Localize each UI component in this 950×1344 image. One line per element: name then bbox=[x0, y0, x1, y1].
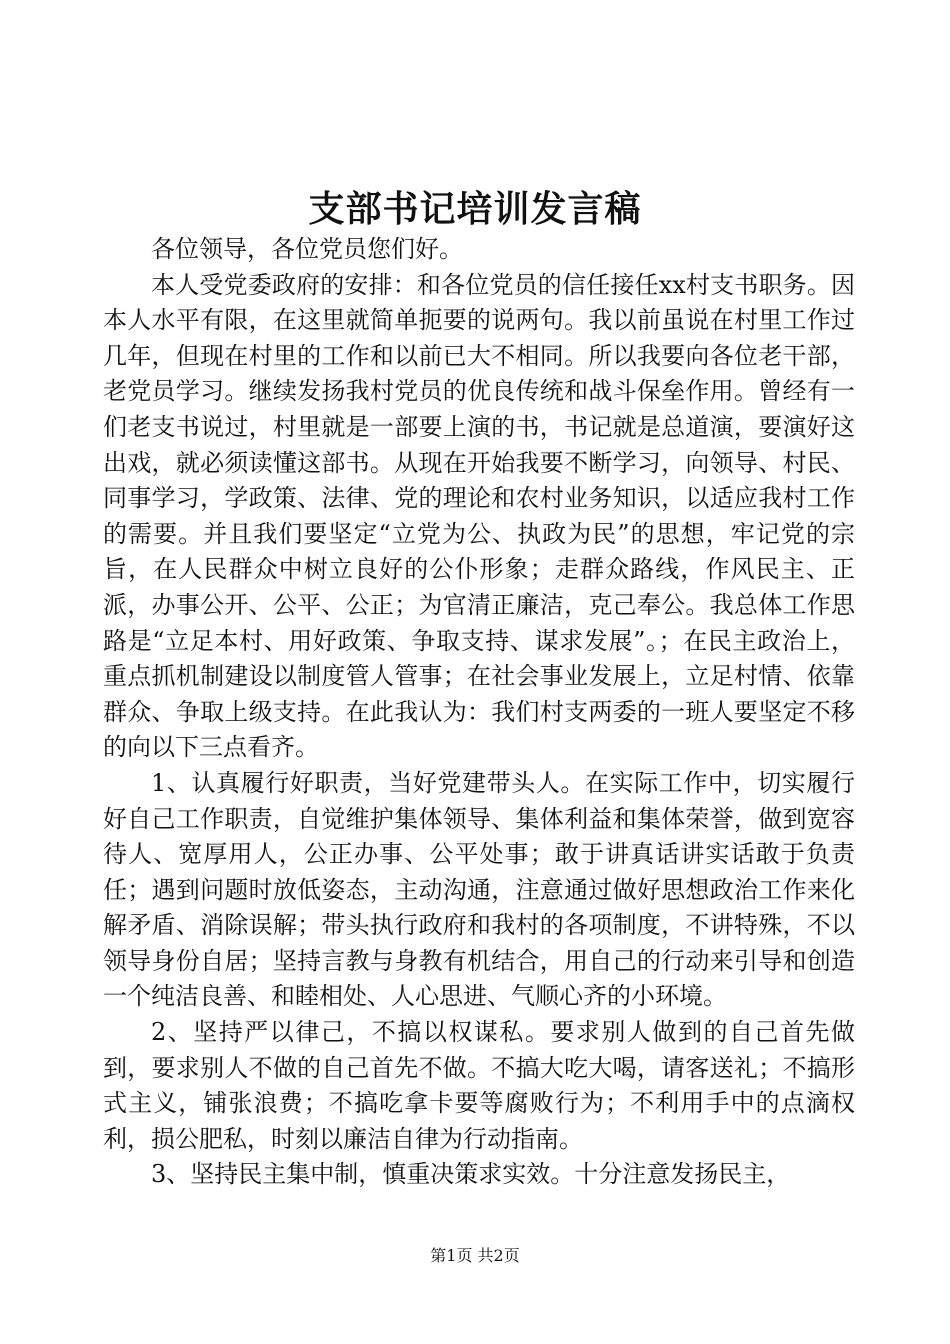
document-body bbox=[103, 232, 855, 1193]
paragraph-point-2: 2、坚持严以律己，不搞以权谋私。要求别人做到的自己首先做到，要求别人不做的自己首先不做。不搞大吃大喝，请客送礼；不搞形式主义，铺张浪费；不搞吃拿卡要等腐败行为；不利用手中的点滴权利，损公肥私，时刻以廉洁自律为行动指南。 bbox=[103, 1018, 855, 1153]
paragraph-point-1: 1、认真履行好职责，当好党建带头人。在实际工作中，切实履行好自己工作职责，自觉维护集体领导、集体利益和集体荣誉，做到宽容待人、宽厚用人，公正办事、公平处事；敢于讲真话讲实话敢于负责任；遇到问题时放低姿态，主动沟通，注意通过做好思想政治工作来化解矛盾、消除误解；带头执行政府和我村的各项制度，不讲特殊，不以领导身份自居；坚持言教与身教有机结合，用自己的行动来引导和创造一个纯洁良善、和睦相处、人心思进、气顺心齐的小环境。 bbox=[103, 768, 855, 1011]
page-footer: 第1页 共2页 bbox=[430, 1246, 520, 1265]
paragraph-point-3: 3、坚持民主集中制，慎重决策求实效。十分注意发扬民主， bbox=[151, 1160, 791, 1189]
paragraph-greeting: 各位领导，各位党员您们好。 bbox=[151, 235, 463, 263]
document-title: 支部书记培训发言稿 bbox=[308, 188, 642, 230]
paragraph-introduction: 本人受党委政府的安排：和各位党员的信任接任xx村支书职务。因本人水平有限，在这里就简单扼要的说两句。我以前虽说在村里工作过几年，但现在村里的工作和以前已大不相同。所以我要向各位老干部，老党员学习。继续发扬我村党员的优良传统和战斗保垒作用。曾经有一们老支书说过，村里就是一部要上演的书，书记就是总道演，要演好这出戏，就必须读懂这部书。从现在开始我要不断学习，向领导、村民、同事学习，学政策、法律、党的理论和农村业务知识，以适应我村工作的需要。并且我们要坚定“立党为公、执政为民”的思想，牢记党的宗旨，在人民群众中树立良好的公仆形象；走群众路线，作风民主、正派，办事公开、公平、公正；为官清正廉洁，克己奉公。我总体工作思路是“立足本村、用好政策、争取支持、谋求发展”。；在民主政治上，重点抓机制建设以制度管人管事；在社会事业发展上，立足村情、依靠群众、争取上级支持。在此我认为：我们村支两委的一班人要坚定不移的向以下三点看齐。 bbox=[103, 270, 855, 762]
